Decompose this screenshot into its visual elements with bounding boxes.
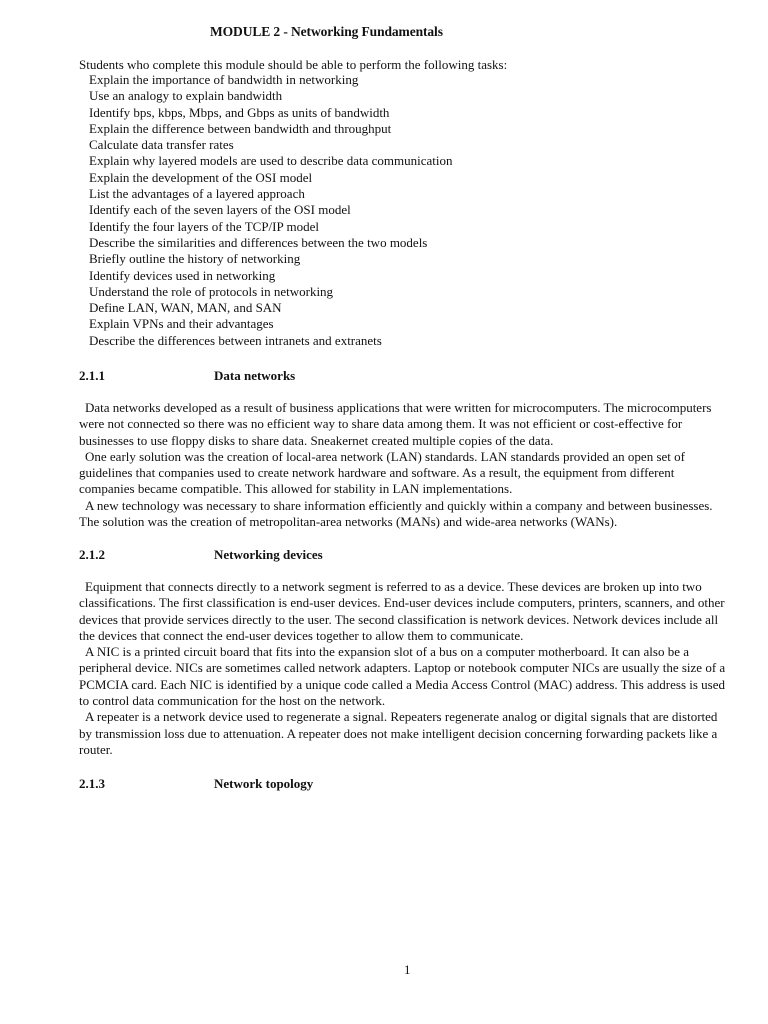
paragraph: A NIC is a printed circuit board that fits into the expansion slot of a bus on a computer motherboard. It can also be a peripheral device. NICs are sometimes called network adapters. Laptop or notebook computer NICs are usually the size of a PCMCIA card. Each NIC is identified by a unique code called a Media Access Control (MAC) address. This address is used to control data communication for the host on the network. bbox=[79, 644, 726, 709]
task-item: Explain the importance of bandwidth in networking bbox=[89, 72, 359, 87]
task-item: Identify the four layers of the TCP/IP model bbox=[89, 218, 319, 234]
task-item: Explain the difference between bandwidth and throughput bbox=[89, 120, 392, 136]
task-item: Explain why layered models are used to describe data communication bbox=[89, 153, 453, 169]
task-item: Describe the differences between intranets and extranets bbox=[89, 332, 382, 348]
task-item: Identify bps, kbps, Mbps, and Gbps as units of bandwidth bbox=[89, 104, 390, 120]
section-title: Network topology bbox=[214, 776, 314, 791]
paragraph: One early solution was the creation of local-area network (LAN) standards. LAN standards provided an open set of guidelines that companies used to create network hardware and software. As a result, the equipment from different companies became compatible. This allowed for stability in LAN implementations. bbox=[79, 448, 685, 497]
task-item: List the advantages of a layered approach bbox=[89, 186, 305, 202]
task-item: Briefly outline the history of networking bbox=[89, 251, 301, 267]
paragraph: A new technology was necessary to share information efficiently and quickly within a company and between businesses. The solution was the creation of metropolitan-area networks (MANs) and wide-area networks (WANs). bbox=[79, 497, 713, 530]
section-number: 2.1.2 bbox=[79, 547, 105, 562]
task-item: Describe the similarities and differences between the two models bbox=[89, 234, 428, 250]
section-number: 2.1.3 bbox=[79, 776, 105, 791]
task-item: Identify each of the seven layers of the OSI model bbox=[89, 202, 351, 218]
paragraph: A repeater is a network device used to regenerate a signal. Repeaters regenerate analog or digital signals that are distorted by transmission loss due to attenuation. A repeater does not make intelligent decision concerning forwarding packets like a router. bbox=[79, 709, 718, 757]
task-list bbox=[89, 72, 453, 349]
task-item: Calculate data transfer rates bbox=[89, 137, 234, 153]
intro-text: Students who complete this module should be able to perform the following tasks: bbox=[79, 57, 508, 72]
task-item: Define LAN, WAN, MAN, and SAN bbox=[89, 300, 282, 316]
task-item: Identify devices used in networking bbox=[89, 267, 276, 283]
task-item: Understand the role of protocols in networking bbox=[89, 283, 334, 299]
paragraph: Equipment that connects directly to a network segment is referred to as a device. These devices are broken up into two classifications. The first classification is end-user devices. End-user devices include computers, printers, scanners, and other devices that provide services directly to the user. The second classification is network devices. Network devices include all the devices that connect the end-user devices together to allow them to communicate. bbox=[79, 579, 725, 643]
section-body bbox=[79, 400, 733, 530]
task-item: Explain the development of the OSI model bbox=[89, 169, 313, 185]
section-body bbox=[79, 579, 733, 758]
section-title: Networking devices bbox=[214, 547, 323, 562]
paragraph: Data networks developed as a result of business applications that were written for microcomputers. The microcomputers were not connected so there was no efficient way to share data among them. It was not efficient or cost-effective for businesses to use floppy disks to share data. Sneakernet created multiple copies of the data. bbox=[79, 400, 712, 448]
section-title: Data networks bbox=[214, 368, 296, 383]
document-title: MODULE 2 - Networking Fundamentals bbox=[210, 24, 443, 39]
section-number: 2.1.1 bbox=[79, 368, 105, 383]
task-item: Use an analogy to explain bandwidth bbox=[89, 88, 283, 104]
task-item: Explain VPNs and their advantages bbox=[89, 316, 274, 332]
page-number: 1 bbox=[404, 962, 411, 977]
